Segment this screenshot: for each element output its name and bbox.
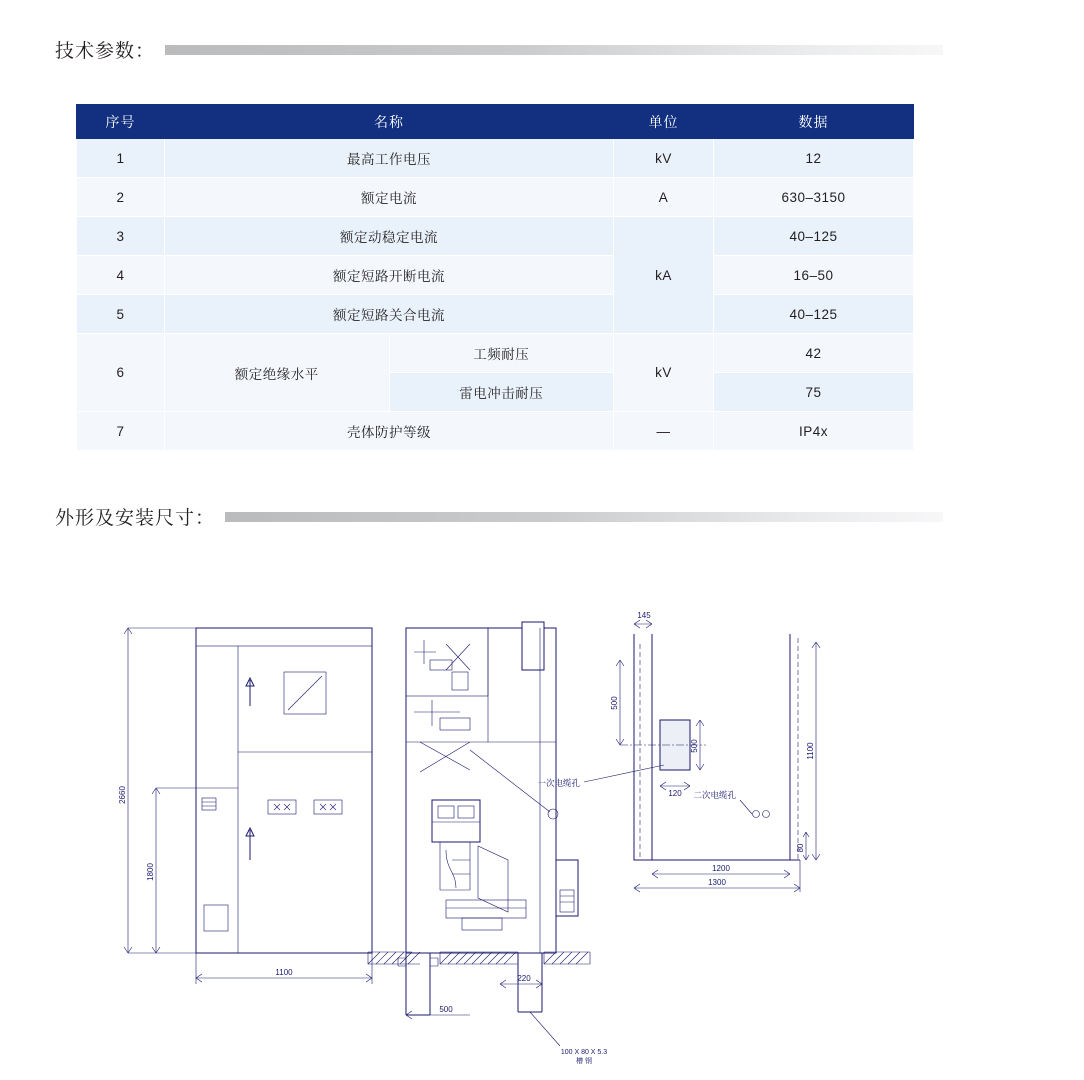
- heading-rule: [225, 512, 943, 522]
- dim-v-500: 500: [610, 696, 619, 710]
- dimensions-section-header: [55, 503, 943, 530]
- row-no: 5: [77, 295, 165, 334]
- table-row: [77, 217, 914, 256]
- row-no: 6: [77, 334, 165, 412]
- row-no: 1: [77, 139, 165, 178]
- row-name: 额定电流: [165, 178, 614, 217]
- dimensions-title: 外形及安装尺寸：: [55, 508, 216, 529]
- row-name: 额定动稳定电流: [165, 217, 614, 256]
- dim-1300: 1300: [708, 878, 726, 887]
- table-header-row: [77, 105, 914, 139]
- row-unit: kA: [614, 217, 714, 334]
- row-data: 16–50: [714, 256, 914, 295]
- tech-params-section-header: [55, 36, 943, 63]
- label-secondary-cable-hole: 二次电缆孔: [693, 790, 736, 800]
- row-name: 额定短路开断电流: [165, 256, 614, 295]
- heading-rule: [165, 45, 943, 55]
- table-row: [77, 412, 914, 451]
- outline-installation-drawing: [0, 560, 1084, 1080]
- table-row: [77, 334, 914, 373]
- col-header-data: 数据: [714, 105, 914, 139]
- tech-params-table: [76, 104, 914, 451]
- foundation-plan-view: [537, 611, 820, 892]
- dim-v-80: 80: [796, 843, 805, 853]
- row-data: 630–3150: [714, 178, 914, 217]
- table-row: [77, 256, 914, 295]
- row-unit: kV: [614, 334, 714, 412]
- label-channel-steel-cn: 槽 钢: [576, 1058, 592, 1065]
- label-primary-cable-hole: 一次电缆孔: [537, 778, 580, 788]
- dim-h-lower: 1800: [146, 863, 155, 881]
- row-subname: 工频耐压: [389, 334, 614, 373]
- row-data: 75: [714, 373, 914, 412]
- dim-w-cabinet: 1100: [275, 968, 293, 977]
- row-name: 最高工作电压: [165, 139, 614, 178]
- dim-v-1100: 1100: [806, 742, 815, 760]
- col-header-name: 名称: [165, 105, 614, 139]
- col-header-unit: 单位: [614, 105, 714, 139]
- front-elevation-view: [118, 628, 372, 984]
- row-unit: —: [614, 412, 714, 451]
- label-channel-steel: 100 X 80 X 5.3: [560, 1049, 608, 1056]
- row-data: 40–125: [714, 295, 914, 334]
- row-no: 4: [77, 256, 165, 295]
- dim-120: 120: [668, 789, 682, 798]
- col-header-no: 序号: [77, 105, 165, 139]
- row-group-label: 额定绝缘水平: [165, 334, 390, 412]
- row-name: 壳体防护等级: [165, 412, 614, 451]
- row-data: 42: [714, 334, 914, 373]
- row-name: 额定短路关合电流: [165, 295, 614, 334]
- row-unit: kV: [614, 139, 714, 178]
- section-view: [368, 622, 607, 1065]
- dim-base-500: 500: [439, 1005, 453, 1014]
- row-data: 12: [714, 139, 914, 178]
- row-no: 7: [77, 412, 165, 451]
- row-subname: 雷电冲击耐压: [389, 373, 614, 412]
- row-data: 40–125: [714, 217, 914, 256]
- table-row: [77, 178, 914, 217]
- row-data: IP4x: [714, 412, 914, 451]
- dim-1200: 1200: [712, 864, 730, 873]
- row-no: 2: [77, 178, 165, 217]
- tech-params-title: 技术参数：: [55, 41, 156, 62]
- table-row: [77, 139, 914, 178]
- table-row: [77, 295, 914, 334]
- row-no: 3: [77, 217, 165, 256]
- dim-base-220: 220: [517, 974, 531, 983]
- row-unit: A: [614, 178, 714, 217]
- dim-inner-500: 500: [690, 739, 699, 753]
- dim-145: 145: [637, 611, 651, 620]
- dim-h-total: 2660: [118, 786, 127, 804]
